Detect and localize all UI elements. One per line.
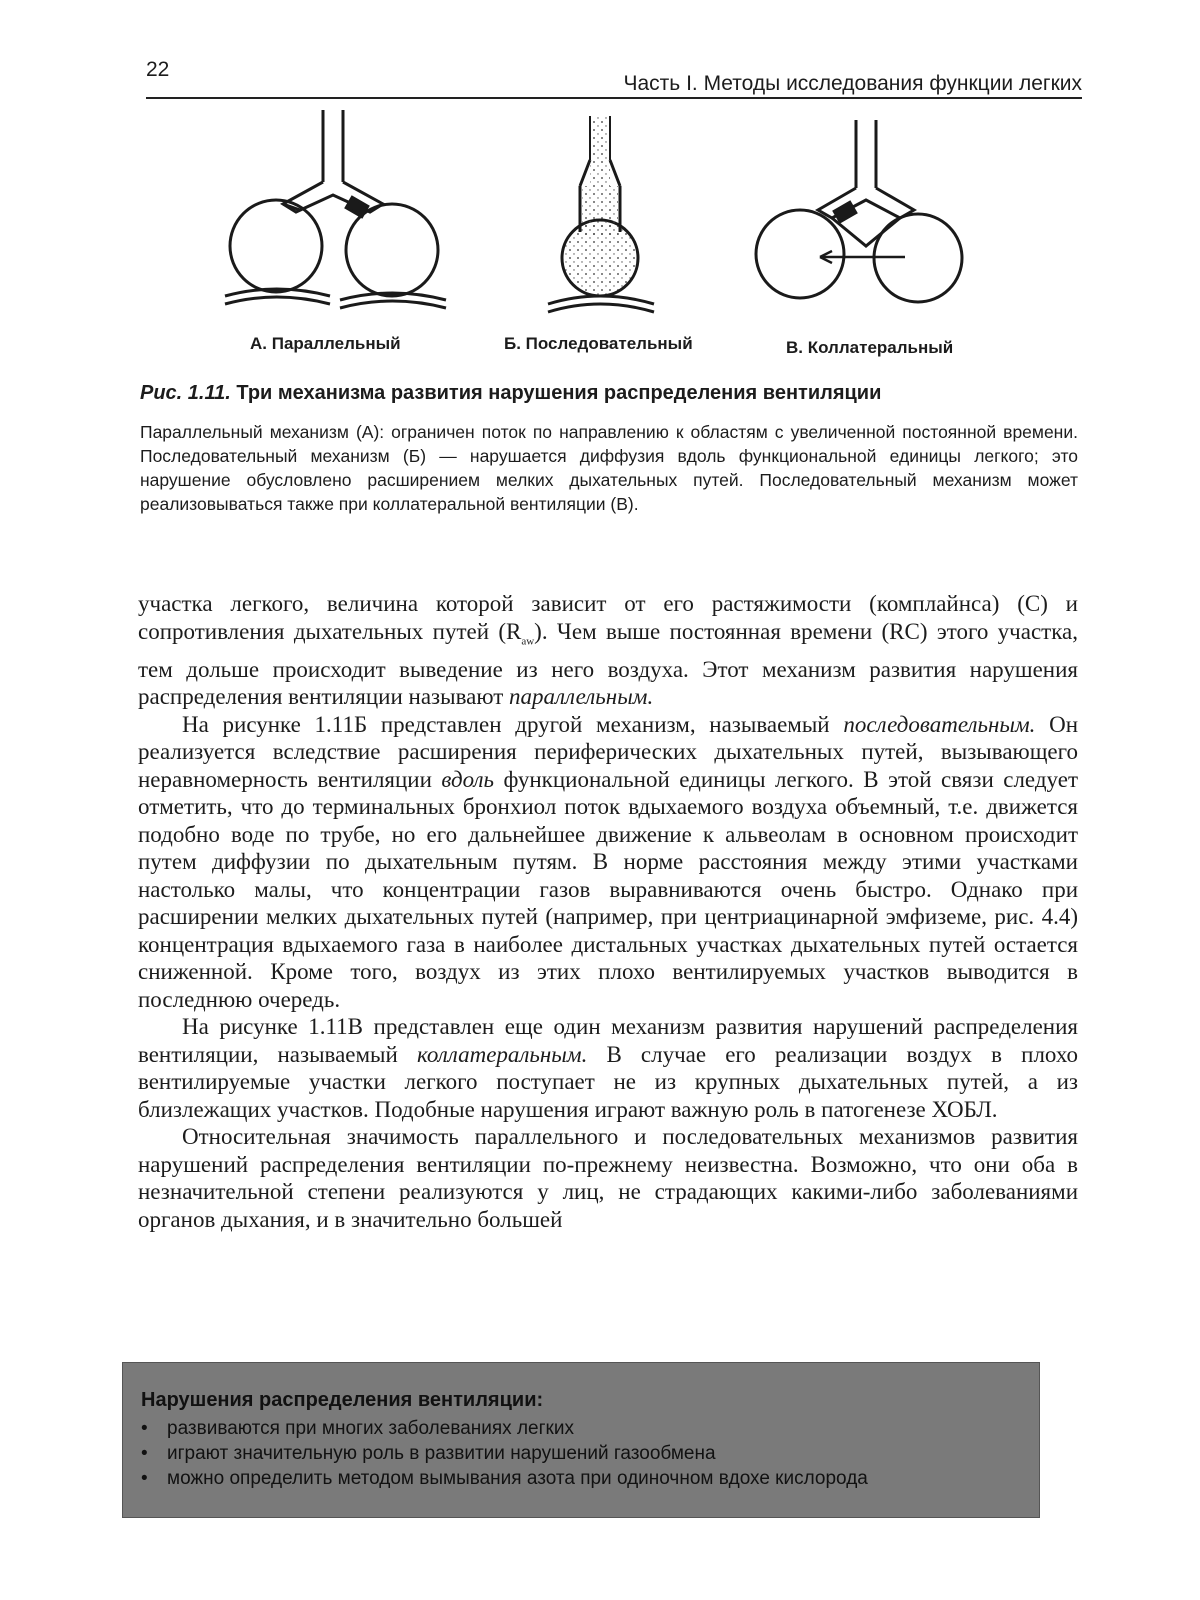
summary-item-3: можно определить методом вымывания азота при одиночном вдохе кислорода: [167, 1468, 868, 1489]
summary-box: [122, 1362, 1040, 1518]
summary-title: Нарушения распределения вентиляции:: [141, 1389, 544, 1411]
p1-subscript: aw: [521, 635, 535, 648]
p2-text-c: функциональной единицы легкого. В этой связи следует отметить, что до терминальных бронхиол поток вдыхаемого воздуха объемный, т.е. движется подобно воде по трубе, но его дальнейшее движение к альвеолам в основном происходит путем диффузии по дыхательным путям. В норме расстояния между этими участками настолько малы, что концентрации газов выравниваются очень быстро. Однако при расширении мелких дыхательных путей (например, при центриацинарной эмфиземе, рис. 4.4) концентрация вдыхаемого газа в наиболее дистальных участках дыхательных путей остается сниженной. Кроме того, воздух из этих плохо вентилируемых участков выводится в последнюю очередь.: [138, 766, 1078, 1012]
parallel-mechanism-diagram: [225, 110, 446, 308]
p2-text-a: На рисунке 1.11Б представлен другой механизм, называемый: [182, 711, 844, 737]
summary-item-1: развиваются при многих заболеваниях легких: [167, 1418, 574, 1439]
figure-panel-label-a: А. Параллельный: [250, 334, 401, 353]
running-title: Часть I. Методы исследования функции легких: [623, 72, 1082, 95]
p1-text-a: участка легкого, величина которой зависит от его растяжимости (комплайнса) (С) и сопротивления дыхательных путей (R: [138, 591, 1078, 644]
figure-panel-label-c: В. Коллатеральный: [786, 338, 954, 357]
collateral-mechanism-diagram: [756, 120, 962, 302]
p3-text-a: На рисунке 1.11В представлен еще один механизм развития нарушений распределения вентиляции, называемый: [138, 1014, 1078, 1067]
bullet-icon: •: [141, 1443, 148, 1464]
figure-caption: [140, 382, 1080, 405]
p3-text-b: В случае его реализации воздух в плохо вентилируемые участки легкого поступает не из крупных дыхательных путей, а из близлежащих участков. Подобные нарушения играют важную роль в патогенезе ХОБЛ.: [138, 1041, 1078, 1122]
body-text: [138, 590, 1078, 1233]
paragraph-4: Относительная значимость параллельного и последовательных механизмов развития нарушений распределения вентиляции по-прежнему неизвестна. Возможно, что они оба в незначительной степени реализуются у лиц, не страдающих какими-либо заболеваниями органов дыхания, и в значительно большей: [138, 1124, 1078, 1232]
figure-title: Три механизма развития нарушения распределения вентиляции: [236, 382, 882, 404]
bullet-icon: •: [141, 1468, 148, 1489]
list-item: [141, 1466, 1021, 1491]
p2-text-b: Он реализуется вследствие расширения периферических дыхательных путей, вызывающего неравномерность вентиляции: [138, 711, 1079, 792]
list-item: [141, 1416, 1021, 1441]
bullet-icon: •: [141, 1418, 148, 1439]
figure-panel-label-b: Б. Последовательный: [504, 334, 693, 353]
figure-number: Рис. 1.11.: [140, 382, 231, 404]
p1-emphasis: параллельным.: [509, 684, 654, 710]
paragraph-1: [138, 590, 1078, 711]
page-number: 22: [146, 58, 170, 81]
p1-text-b: ). Чем выше постоянная времени (RC) этого участка, тем дольше происходит выведение из него воздуха. Этот механизм развития нарушения распределения вентиляции называют: [138, 618, 1078, 710]
figure-description: Параллельный механизм (А): ограничен поток по направлению к областям с увеличенной постоянной времени. Последовательный механизм (Б) — нарушается диффузия вдоль функциональной единицы легкого; это нарушение обусловлено расширением мелких дыхательных путей. Последовательный механизм может реализовываться также при коллатеральной вентиляции (В).: [140, 422, 1078, 514]
series-mechanism-diagram: [548, 116, 654, 312]
paragraph-3: [138, 1013, 1078, 1123]
list-item: [141, 1441, 1021, 1466]
summary-item-2: играют значительную роль в развитии нарушений газообмена: [167, 1443, 716, 1464]
summary-list: [141, 1416, 1021, 1491]
p2-emphasis-1: последовательным.: [843, 711, 1036, 737]
paragraph-2: [138, 711, 1078, 1014]
figure-diagrams: [0, 0, 1200, 330]
p3-emphasis: коллатеральным.: [416, 1041, 588, 1067]
p2-emphasis-2: вдоль: [441, 766, 495, 792]
